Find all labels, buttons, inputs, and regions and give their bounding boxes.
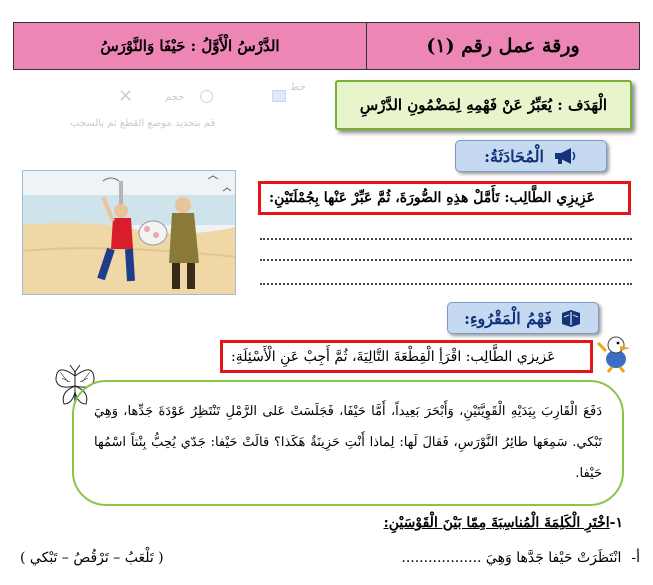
reading-passage: دَفَعَ الْقَارِبَ بِيَدَيْهِ الْقَوِيَّتَيْنِ، وَأَبْحَرَ بَعِيداً، أَمَّا حَيْفَا، فَجَلَسَتْ عَلى الرَّمْلِ تَنْتَظِرُ عَوْدَةَ جَدِّها، وَهِيَ تَبْكي. سَمِعَها طائِرُ النَّوْرَسِ، فَقالَ لَها: لِماذا أَنْتِ حَزِينَةٌ هَكَذا؟ قالَتْ حَيْفا: جَدّي يُحِبُّ بِنْتاً اسْمُها حَيْفا. bbox=[72, 380, 624, 506]
duck-cartoon bbox=[594, 333, 634, 373]
answer-line[interactable] bbox=[260, 238, 632, 240]
question-1-title bbox=[384, 515, 623, 531]
item-choices: ( تَلْعَبُ – تَرْقُصُ – تَبْكي ) bbox=[20, 550, 164, 566]
conversation-instruction: عَزِيزِي الطَّالِب: تَأَمَّلْ هذِهِ الصُّورَةَ، ثُمَّ عَبِّرْ عَنْها بِجُمْلَتَيْنِ: bbox=[258, 181, 631, 215]
faded-search-hint: قم بتحديد موضع القطع ثم بالسحب bbox=[70, 118, 216, 129]
item-letter: أ- bbox=[631, 550, 640, 566]
conversation-heading bbox=[455, 140, 607, 172]
answer-line[interactable] bbox=[260, 259, 632, 261]
megaphone-icon bbox=[552, 146, 578, 166]
faded-circle-icon bbox=[200, 90, 213, 103]
question-text: اخْتَرِ الْكَلِمَةَ الْمُناسِبَةَ مِمّا بَيْنَ الْقَوْسَيْنِ: bbox=[383, 515, 610, 531]
faded-underlay bbox=[0, 72, 330, 152]
worksheet-title: ورقة عمل رقم (١) bbox=[366, 22, 640, 70]
question-1-item-a bbox=[20, 550, 640, 566]
beach-picture bbox=[22, 170, 236, 295]
faded-field-label: خط bbox=[290, 82, 306, 93]
book-icon bbox=[560, 309, 582, 327]
reading-heading bbox=[447, 302, 599, 334]
lesson-title: الدَّرْسُ الْأَوَّلُ : حَيْفَا وَالنَّوْرَسُ bbox=[13, 22, 366, 70]
goal-box: الْهَدَف : يُعَبِّرُ عَنْ فَهْمِهِ لِمَضْمُونِ الدَّرْسِ bbox=[335, 80, 632, 130]
faded-checkbox bbox=[272, 90, 286, 102]
faded-close-icon: ✕ bbox=[118, 86, 134, 107]
reading-heading-label: فَهْمُ الْمَقْرُوءِ: bbox=[464, 308, 552, 328]
question-number: ١- bbox=[609, 515, 623, 531]
reading-instruction: عَزيزي الطَّالِب: اقْرَأِ الْقِطْعَةَ التَّالِيَةَ، ثُمَّ أَجِبْ عَنِ الْأَسْئِلَةِ: bbox=[220, 340, 593, 373]
faded-size-label: حجم bbox=[165, 92, 185, 103]
answer-line[interactable] bbox=[260, 283, 632, 285]
item-sentence[interactable]: انْتَظَرَتْ حَيْفا جَدَّها وَهِيَ .................. bbox=[401, 550, 622, 566]
conversation-heading-label: الْمُحَادَثَةُ: bbox=[484, 146, 544, 166]
